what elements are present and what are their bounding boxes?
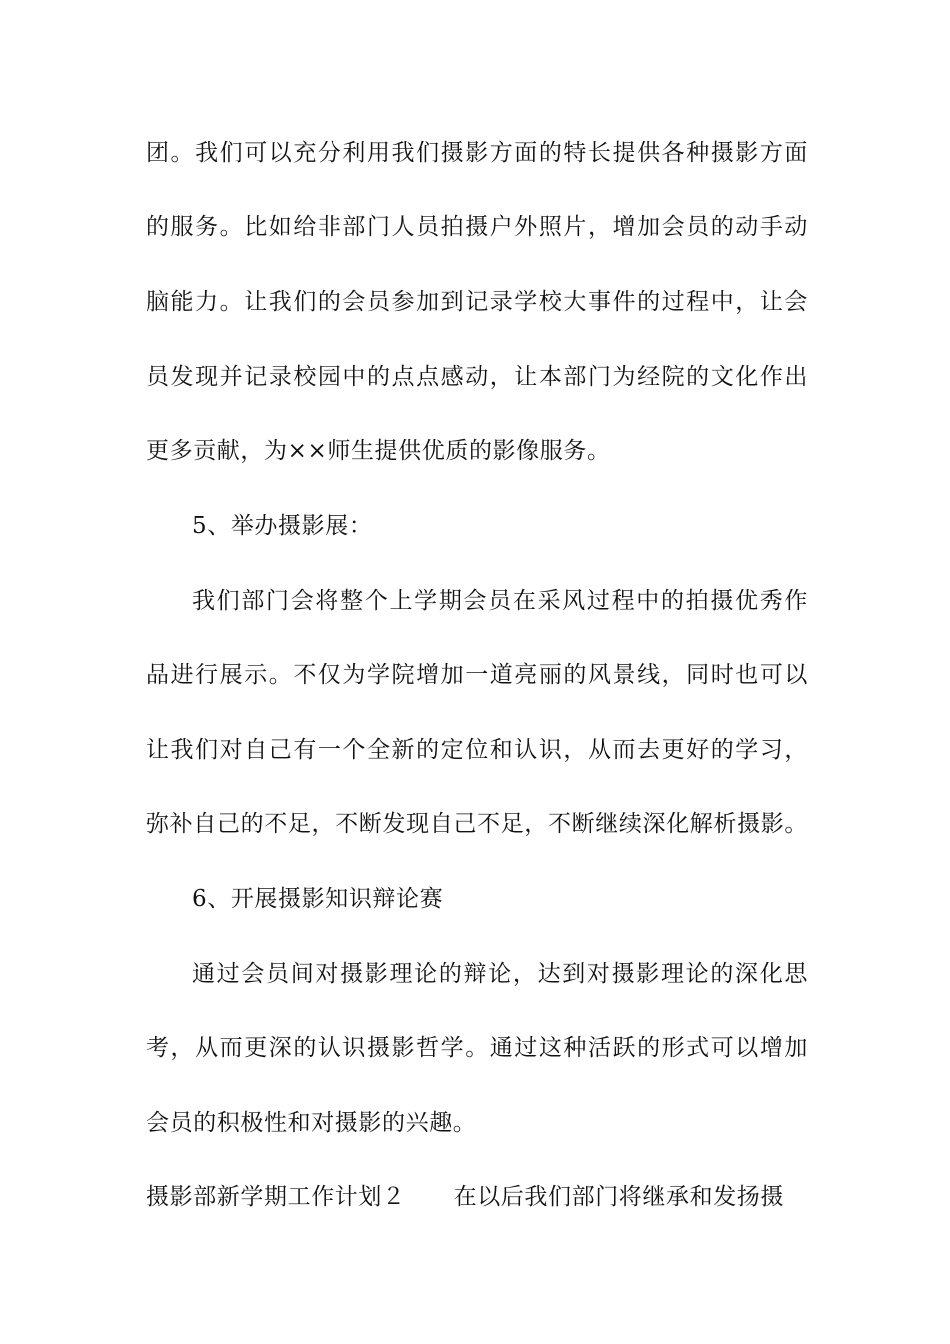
section-heading-6: 6、开展摄影知识辩论赛 [192,886,444,912]
paragraph-line: 弥补自己的不足，不断发现自己不足，不断继续深化解析摄影。 [146,811,808,837]
paragraph-line: 会员的积极性和对摄影的兴趣。 [146,1110,477,1136]
paragraph-line: 通过会员间对摄影理论的辩论，达到对摄影理论的深化思 [192,961,808,987]
paragraph-line: 的服务。比如给非部门人员拍摄户外照片，增加会员的动手动 [146,214,808,240]
document-title: 摄影部新学期工作计划２ [146,1184,406,1210]
paragraph-line: 让我们对自己有一个全新的定位和认识，从而去更好的学习， [146,737,808,763]
paragraph-line: 品进行展示。不仅为学院增加一道亮丽的风景线，同时也可以 [146,662,808,688]
paragraph-line: 我们部门会将整个上学期会员在采风过程中的拍摄优秀作 [192,588,808,614]
paragraph-line: 团。我们可以充分利用我们摄影方面的特长提供各种摄影方面 [146,140,808,166]
paragraph-start: 在以后我们部门将继承和发扬摄 [453,1184,785,1210]
final-line [146,1182,826,1212]
paragraph-line: 脑能力。让我们的会员参加到记录学校大事件的过程中，让会 [146,289,808,315]
paragraph-line: 更多贡献，为××师生提供优质的影像服务。 [146,438,611,464]
paragraph-line: 员发现并记录校园中的点点感动，让本部门为经院的文化作出 [146,364,808,390]
section-heading-5: 5、举办摄影展： [192,513,373,539]
paragraph-line: 考，从而更深的认识摄影哲学。通过这种活跃的形式可以增加 [146,1035,808,1061]
